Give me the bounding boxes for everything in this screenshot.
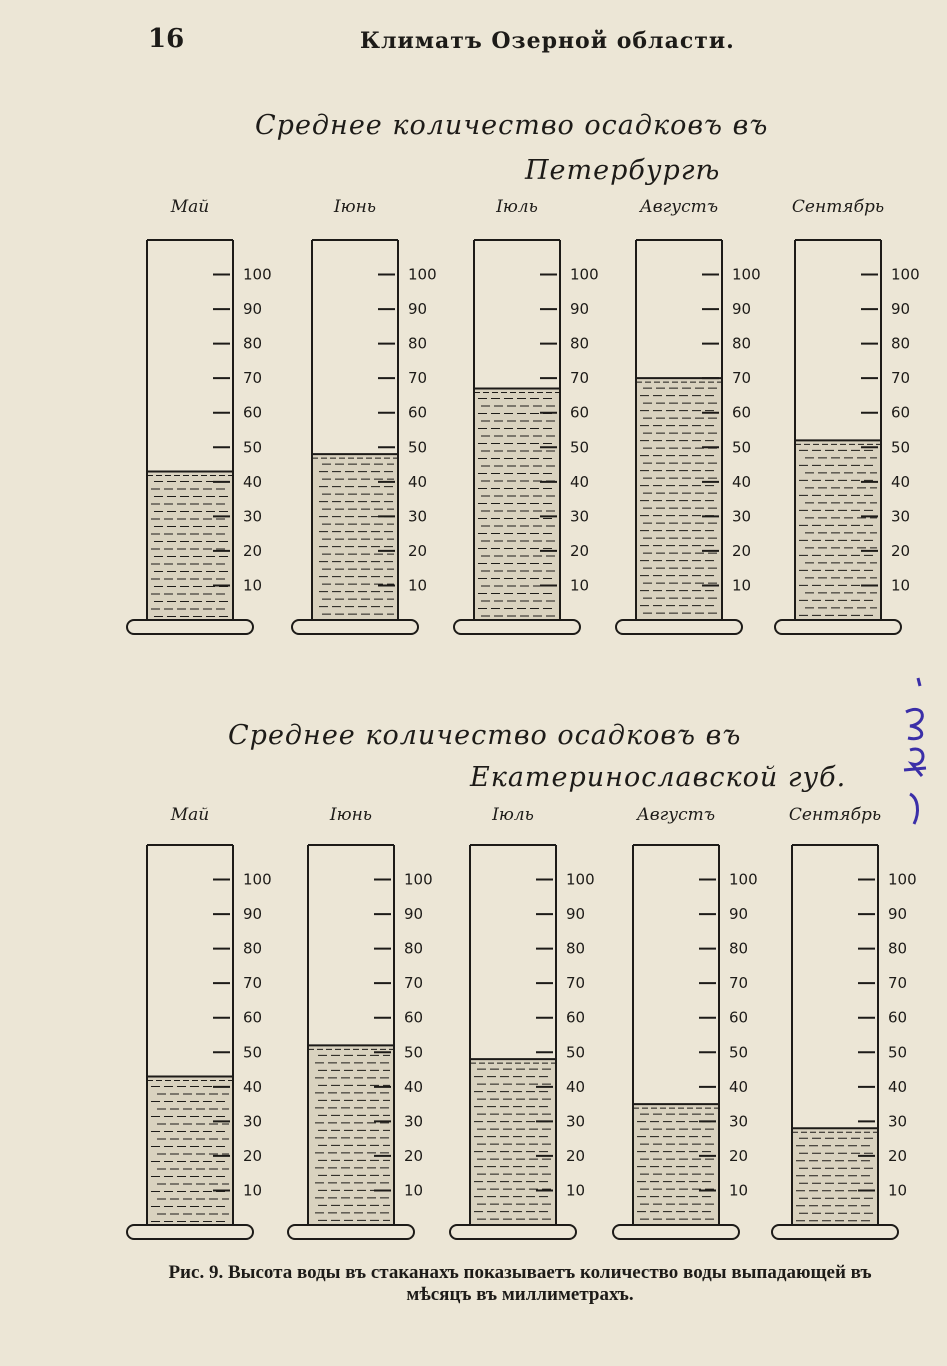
- month-label: Іюнь: [329, 805, 373, 825]
- tick-label: 100: [243, 870, 272, 889]
- tick-label: 60: [243, 1008, 263, 1027]
- tick-label: 20: [408, 541, 428, 560]
- water-fill: [148, 1076, 232, 1225]
- tick-label: 50: [891, 438, 911, 457]
- cylinder-base: [613, 1225, 739, 1239]
- tick-label: 100: [404, 870, 433, 889]
- tick-label: 40: [408, 472, 428, 491]
- tick-label: 70: [404, 974, 424, 993]
- page-number: 16: [148, 24, 185, 54]
- tick-label: 40: [404, 1077, 424, 1096]
- tick-label: 70: [243, 974, 263, 993]
- tick-label: 30: [408, 507, 428, 526]
- chart1-cylinder-1: [127, 197, 272, 634]
- tick-label: 50: [566, 1043, 586, 1062]
- tick-label: 60: [891, 403, 911, 422]
- month-label: Сентябрь: [788, 805, 882, 825]
- tick-label: 60: [566, 1008, 586, 1027]
- tick-label: 60: [404, 1008, 424, 1027]
- tick-label: 20: [243, 1146, 263, 1165]
- tick-label: 100: [243, 265, 272, 284]
- tick-label: 20: [570, 541, 590, 560]
- tick-label: 30: [243, 1112, 263, 1131]
- tick-label: 100: [566, 870, 595, 889]
- cylinder-base: [127, 1225, 253, 1239]
- month-label: Май: [170, 805, 210, 825]
- tick-label: 100: [888, 870, 917, 889]
- tick-label: 60: [888, 1008, 908, 1027]
- tick-label: 60: [408, 403, 428, 422]
- tick-label: 80: [729, 939, 749, 958]
- cylinder-base: [288, 1225, 414, 1239]
- tick-label: 70: [243, 369, 263, 388]
- water-level-bar: [795, 440, 881, 620]
- month-label: Августъ: [639, 197, 719, 217]
- tick-label: 10: [888, 1181, 908, 1200]
- tick-label: 10: [404, 1181, 424, 1200]
- cylinder-base: [772, 1225, 898, 1239]
- tick-label: 90: [243, 905, 263, 924]
- tick-label: 80: [243, 939, 263, 958]
- tick-label: 80: [408, 334, 428, 353]
- tick-label: 10: [243, 576, 263, 595]
- month-label: Іюль: [496, 197, 538, 217]
- tick-label: 10: [732, 576, 752, 595]
- tick-label: 20: [891, 541, 911, 560]
- tick-label: 90: [570, 300, 590, 319]
- tick-label: 20: [243, 541, 263, 560]
- water-fill: [793, 1128, 877, 1225]
- water-level-bar: [792, 1128, 878, 1225]
- chart1-cylinder-2: [292, 197, 437, 634]
- water-level-bar: [308, 1045, 394, 1225]
- cylinder-base: [616, 620, 742, 634]
- tick-label: 90: [891, 300, 911, 319]
- tick-label: 60: [570, 403, 590, 422]
- tick-label: 10: [891, 576, 911, 595]
- tick-label: 90: [888, 905, 908, 924]
- tick-label: 10: [243, 1181, 263, 1200]
- chart2-cylinder-3: [450, 805, 595, 1239]
- water-level-bar: [470, 1059, 556, 1225]
- tick-label: 50: [243, 438, 263, 457]
- chart2-cylinder-4: [613, 805, 758, 1239]
- running-title: Климатъ Озерной области.: [360, 28, 735, 54]
- tick-label: 40: [566, 1077, 586, 1096]
- tick-label: 100: [570, 265, 599, 284]
- tick-label: 20: [888, 1146, 908, 1165]
- tick-label: 30: [891, 507, 911, 526]
- water-level-bar: [636, 378, 722, 620]
- tick-label: 100: [732, 265, 761, 284]
- water-fill: [637, 378, 721, 620]
- tick-label: 40: [729, 1077, 749, 1096]
- month-label: Іюль: [492, 805, 534, 825]
- tick-label: 70: [566, 974, 586, 993]
- chart2-title-line2: Екатеринославской губ.: [470, 762, 847, 793]
- tick-label: 80: [888, 939, 908, 958]
- tick-label: 60: [732, 403, 752, 422]
- water-level-bar: [147, 1076, 233, 1225]
- cylinder-base: [775, 620, 901, 634]
- tick-label: 100: [408, 265, 437, 284]
- tick-label: 90: [729, 905, 749, 924]
- tick-label: 50: [729, 1043, 749, 1062]
- tick-label: 30: [729, 1112, 749, 1131]
- tick-label: 30: [732, 507, 752, 526]
- caption-line-2: мѣсяцъ въ миллиметрахъ.: [406, 1284, 634, 1305]
- tick-label: 90: [408, 300, 428, 319]
- water-fill: [148, 471, 232, 620]
- tick-label: 40: [570, 472, 590, 491]
- tick-label: 70: [729, 974, 749, 993]
- tick-label: 60: [729, 1008, 749, 1027]
- month-label: Сентябрь: [791, 197, 885, 217]
- tick-label: 50: [732, 438, 752, 457]
- tick-label: 70: [888, 974, 908, 993]
- tick-label: 20: [566, 1146, 586, 1165]
- tick-label: 50: [888, 1043, 908, 1062]
- tick-label: 80: [891, 334, 911, 353]
- figure-caption: [150, 1262, 890, 1306]
- tick-label: 10: [729, 1181, 749, 1200]
- tick-label: 20: [404, 1146, 424, 1165]
- chart1-title-line2: Петербургѣ: [525, 155, 721, 186]
- handwritten-annotation: [896, 672, 936, 832]
- tick-label: 10: [408, 576, 428, 595]
- chart2-title-line1: Среднее количество осадковъ въ: [228, 720, 742, 751]
- tick-label: 30: [888, 1112, 908, 1131]
- tick-label: 70: [570, 369, 590, 388]
- tick-label: 80: [404, 939, 424, 958]
- tick-label: 80: [566, 939, 586, 958]
- cylinder-base: [127, 620, 253, 634]
- tick-label: 100: [729, 870, 758, 889]
- tick-label: 50: [243, 1043, 263, 1062]
- tick-label: 50: [404, 1043, 424, 1062]
- cylinder-base: [292, 620, 418, 634]
- tick-label: 10: [570, 576, 590, 595]
- tick-label: 90: [566, 905, 586, 924]
- tick-label: 20: [729, 1146, 749, 1165]
- month-label: Май: [170, 197, 210, 217]
- tick-label: 90: [732, 300, 752, 319]
- tick-label: 70: [891, 369, 911, 388]
- tick-label: 40: [891, 472, 911, 491]
- tick-label: 30: [243, 507, 263, 526]
- tick-label: 90: [404, 905, 424, 924]
- tick-label: 80: [243, 334, 263, 353]
- month-label: Іюнь: [333, 197, 377, 217]
- tick-label: 70: [732, 369, 752, 388]
- cylinder-base: [454, 620, 580, 634]
- water-level-bar: [312, 454, 398, 620]
- caption-line-1: Рис. 9. Высота воды въ стаканахъ показываетъ количество воды выпадающей въ: [168, 1262, 872, 1283]
- tick-label: 10: [566, 1181, 586, 1200]
- tick-label: 50: [408, 438, 428, 457]
- tick-label: 70: [408, 369, 428, 388]
- tick-label: 50: [570, 438, 590, 457]
- tick-label: 100: [891, 265, 920, 284]
- chart1-cylinder-3: [454, 197, 599, 634]
- tick-label: 80: [732, 334, 752, 353]
- water-level-bar: [147, 471, 233, 620]
- tick-label: 40: [243, 1077, 263, 1096]
- chart2-cylinder-2: [288, 805, 433, 1239]
- tick-label: 90: [243, 300, 263, 319]
- tick-label: 30: [570, 507, 590, 526]
- tick-label: 30: [404, 1112, 424, 1131]
- cylinder-base: [450, 1225, 576, 1239]
- tick-label: 20: [732, 541, 752, 560]
- chart2-cylinder-5: [772, 805, 917, 1239]
- tick-label: 40: [888, 1077, 908, 1096]
- month-label: Августъ: [636, 805, 716, 825]
- tick-label: 30: [566, 1112, 586, 1131]
- tick-label: 60: [243, 403, 263, 422]
- tick-label: 80: [570, 334, 590, 353]
- chart1-title-line1: Среднее количество осадковъ въ: [255, 110, 769, 141]
- tick-label: 40: [732, 472, 752, 491]
- tick-label: 40: [243, 472, 263, 491]
- chart2-cylinder-1: [127, 805, 272, 1239]
- chart1-cylinder-5: [775, 197, 920, 634]
- chart1-cylinder-4: [616, 197, 761, 634]
